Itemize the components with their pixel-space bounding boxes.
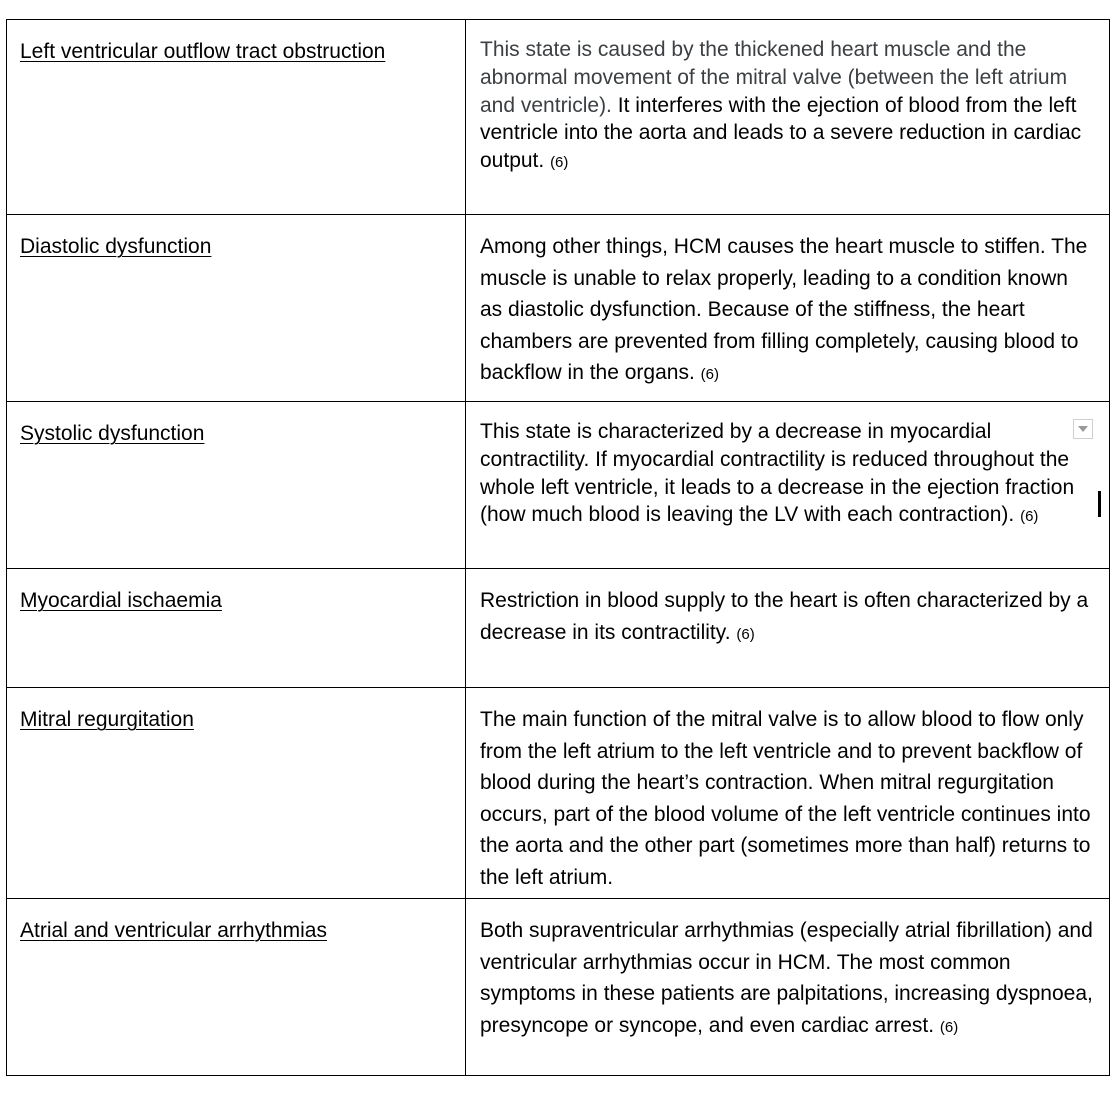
- cell-dropdown-button[interactable]: [1073, 419, 1093, 439]
- citation: (6): [550, 154, 569, 172]
- description-text: [480, 231, 1095, 391]
- conditions-table: [6, 19, 1110, 1076]
- term-link[interactable]: Myocardial ischaemia: [20, 589, 222, 612]
- citation: (6): [700, 366, 719, 384]
- description-text-main: Among other things, HCM causes the heart muscle to stiffen. The muscle is unable to relax properly, leading to a condition known as diastolic dysfunction. Because of the stiffness, the heart chambers are prevented from filling completely, causing blood to backflow in the organs.: [480, 235, 1088, 385]
- description-cell[interactable]: [466, 402, 1110, 569]
- term-cell[interactable]: [7, 688, 466, 899]
- description-cell[interactable]: [466, 20, 1110, 215]
- term-cell[interactable]: [7, 402, 466, 569]
- term-link[interactable]: Diastolic dysfunction: [20, 235, 212, 258]
- description-text: [480, 418, 1095, 531]
- citation: (6): [939, 1018, 959, 1036]
- description-text: [480, 704, 1095, 894]
- term-link[interactable]: Atrial and ventricular arrhythmias: [20, 919, 327, 942]
- table-row: [7, 688, 1110, 899]
- term-link[interactable]: Left ventricular outflow tract obstruction: [20, 40, 386, 63]
- description-cell[interactable]: [466, 569, 1110, 688]
- description-text-main: The main function of the mitral valve is to allow blood to flow only from the left atrium to the left ventricle and to prevent backflow of blood during the heart’s contraction. When mitral regurgitation occurs, part of the blood volume of the left ventricle continues into the aorta and the other part (sometimes more than half) returns to the left atrium.: [480, 708, 1091, 889]
- text-cursor: [1098, 491, 1101, 517]
- table-row: [7, 899, 1110, 1076]
- description-text: [480, 585, 1095, 650]
- description-text-main: Restriction in blood supply to the heart is often characterized by a decrease in its contractility.: [480, 589, 1089, 644]
- description-wrap: [480, 418, 1095, 531]
- table-row: [7, 402, 1110, 569]
- chevron-down-icon: [1078, 426, 1088, 432]
- table-row: [7, 569, 1110, 688]
- description-text: [480, 36, 1095, 177]
- term-cell[interactable]: [7, 20, 466, 215]
- description-text-main: This state is characterized by a decrease in myocardial contractility. If myocardial contractility is reduced throughout the whole left ventricle, it leads to a decrease in the ejection fraction (how much blood is leaving the LV with each contraction).: [480, 420, 1075, 527]
- table-row: [7, 20, 1110, 215]
- description-cell[interactable]: [466, 688, 1110, 899]
- description-text: [480, 915, 1095, 1043]
- description-text-main: It interferes with the ejection of blood from the left ventricle into the aorta and leads to a severe reduction in cardiac output.: [480, 93, 1082, 173]
- description-cell[interactable]: [466, 215, 1110, 402]
- description-text-main: Both supraventricular arrhythmias (especially atrial fibrillation) and ventricular arrhythmias occur in HCM. The most common symptoms in these patients are palpitations, increasing dyspnoea, presyncope or syncope, and even cardiac arrest.: [480, 919, 1093, 1037]
- term-cell[interactable]: [7, 899, 466, 1076]
- citation: (6): [1020, 508, 1039, 526]
- description-cell[interactable]: [466, 899, 1110, 1076]
- description-text-gray: This state is caused by the thickened heart muscle and the abnormal movement of the mitral valve (between the left atrium and ventricle).: [480, 38, 1068, 117]
- citation: (6): [736, 625, 755, 643]
- term-cell[interactable]: [7, 215, 466, 402]
- table-row: [7, 215, 1110, 402]
- term-cell[interactable]: [7, 569, 466, 688]
- term-link[interactable]: Systolic dysfunction: [20, 422, 205, 445]
- term-link[interactable]: Mitral regurgitation: [20, 708, 194, 731]
